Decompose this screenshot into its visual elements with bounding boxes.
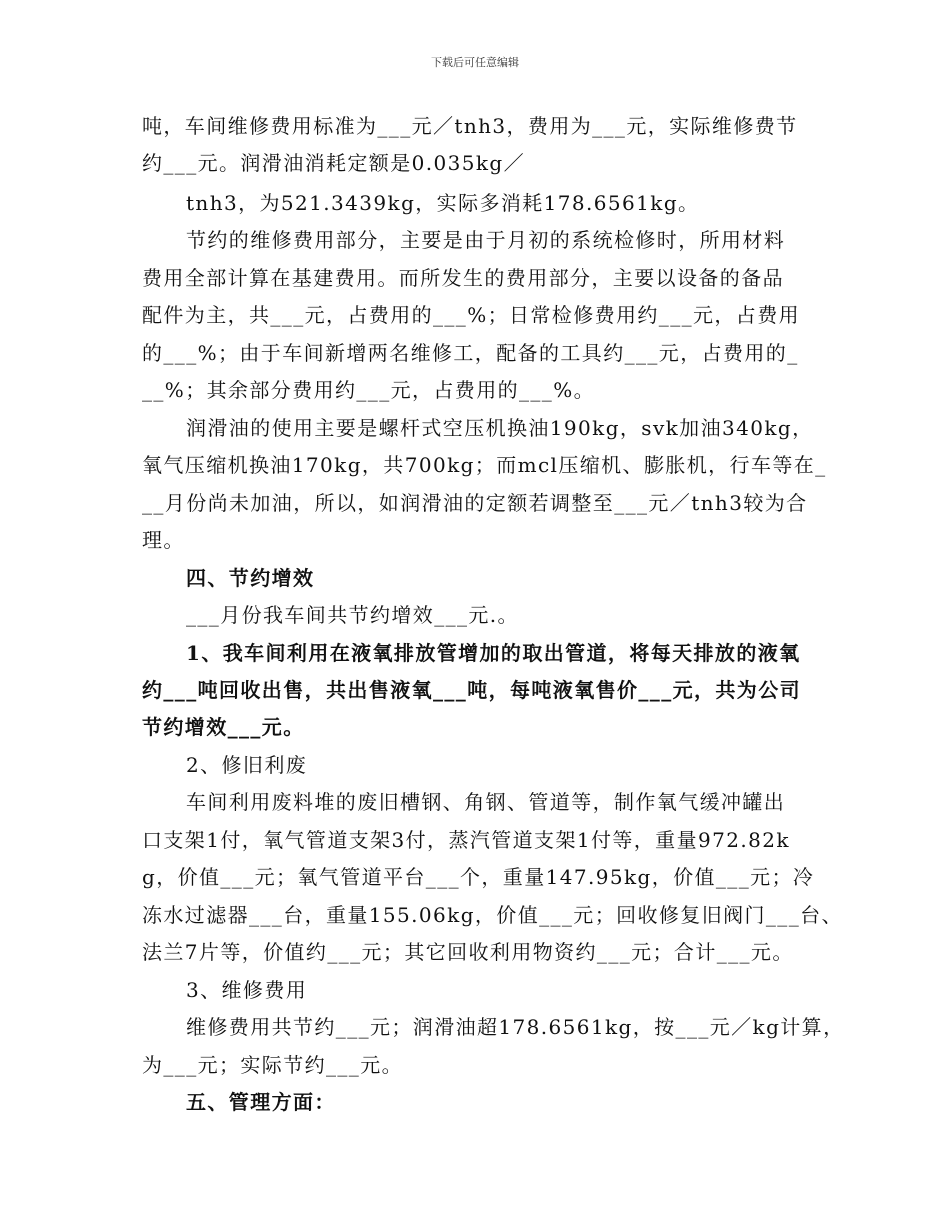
paragraph-line: 口支架1付，氧气管道支架3付，蒸汽管道支架1付等，重量972.82k bbox=[142, 828, 790, 852]
paragraph-line: 费用全部计算在基建费用。而所发生的费用部分，主要以设备的备品 bbox=[142, 266, 784, 290]
subsection-heading: 2、修旧利废 bbox=[186, 753, 308, 777]
paragraph-line: 的___%；由于车间新增两名维修工，配备的工具约___元，占费用的_ bbox=[142, 341, 799, 365]
paragraph-line: 为___元；实际节约___元。 bbox=[142, 1053, 403, 1077]
paragraph-line: __%；其余部分费用约___元，占费用的___%。 bbox=[142, 378, 596, 402]
paragraph-line: 节约的维修费用部分，主要是由于月初的系统检修时，所用材料 bbox=[186, 228, 786, 252]
paragraph-line: 维修费用共节约___元；润滑油超178.6561kg，按___元／kg计算， bbox=[186, 1015, 845, 1039]
paragraph-line: 吨，车间维修费用标准为___元／tnh3，费用为___元，实际维修费节 bbox=[142, 114, 798, 138]
paragraph-line: 润滑油的使用主要是螺杆式空压机换油190kg，svk加油340kg， bbox=[186, 416, 814, 440]
paragraph-line: 法兰7片等，价值约___元；其它回收利用物资约___元；合计___元。 bbox=[142, 940, 794, 964]
paragraph-line: 配件为主，共___元，占费用的___%；日常检修费用约___元，占费用 bbox=[142, 303, 801, 327]
paragraph-line: __月份尚未加油，所以，如润滑油的定额若调整至___元／tnh3较为合 bbox=[142, 491, 808, 515]
paragraph-line: g，价值___元；氧气管道平台___个，重量147.95kg，价值___元；冷 bbox=[142, 865, 815, 889]
subsection-heading: 3、维修费用 bbox=[186, 978, 308, 1002]
paragraph-line: ___月份我车间共节约增效___元.。 bbox=[186, 603, 519, 627]
paragraph-line: 车间利用废料堆的废旧槽钢、角钢、管道等，制作氧气缓冲罐出 bbox=[186, 790, 786, 814]
page-header: 下载后可任意编辑 bbox=[431, 56, 519, 69]
paragraph-line: 约___元。润滑油消耗定额是0.035kg／ bbox=[142, 151, 525, 175]
paragraph-line: 理。 bbox=[142, 528, 185, 552]
section-heading: 四、节约增效 bbox=[186, 566, 315, 590]
paragraph-line: tnh3，为521.3439kg，实际多消耗178.6561kg。 bbox=[186, 191, 700, 215]
section-heading: 五、管理方面： bbox=[186, 1090, 336, 1114]
paragraph-line: 冻水过滤器___台，重量155.06kg，价值___元；回收修复旧阀门___台、 bbox=[142, 903, 843, 927]
bold-item-line: 节约增效___元。 bbox=[142, 715, 305, 739]
bold-item-line: 1、我车间利用在液氧排放管增加的取出管道，将每天排放的液氧 bbox=[186, 641, 801, 665]
bold-item-line: 约___吨回收出售，共出售液氧___吨，每吨液氧售价___元，共为公司 bbox=[142, 678, 801, 702]
paragraph-line: 氧气压缩机换油170kg，共700kg；而mcl压缩机、膨胀机，行车等在_ bbox=[142, 453, 827, 477]
